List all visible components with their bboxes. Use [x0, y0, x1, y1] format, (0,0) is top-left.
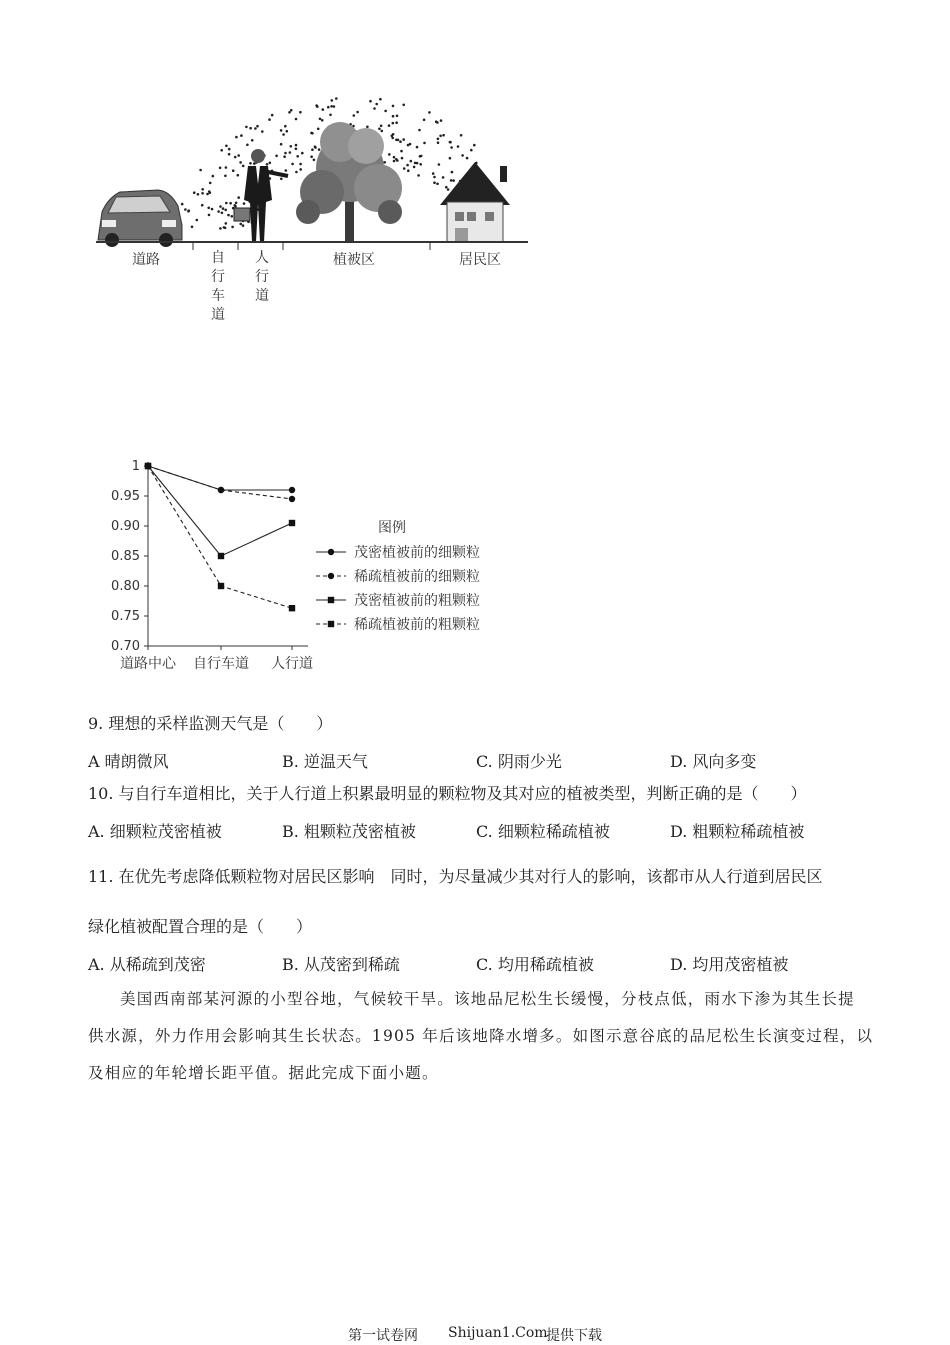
particle-dot [409, 143, 412, 146]
particle-dot [378, 128, 381, 131]
particle-dot [457, 145, 460, 148]
pedestrian-icon [234, 149, 288, 242]
legend-marker [328, 573, 334, 579]
footer-site-name: 第一试卷网 [348, 1328, 418, 1344]
particle-dot [229, 202, 232, 205]
data-point [218, 487, 224, 493]
particle-dot [447, 188, 450, 191]
particle-dot [331, 99, 334, 102]
data-point [289, 605, 295, 611]
particle-dot [237, 174, 240, 177]
particle-dot [235, 202, 238, 205]
x-tick-label: 人行道 [271, 656, 313, 672]
y-tick-label: 0.85 [111, 549, 140, 564]
particle-dot [286, 130, 289, 133]
particle-dot [242, 224, 245, 227]
question-11-option-d[interactable]: D. 均用茂密植被 [670, 955, 789, 974]
x-tick-label: 自行车道 [193, 656, 249, 672]
particle-dot [191, 226, 194, 229]
particle-dot [231, 226, 234, 229]
particle-dot [395, 158, 398, 161]
particle-dot [379, 98, 382, 101]
particle-dot [187, 210, 190, 213]
zone-label-road: 道路 [132, 252, 160, 268]
particle-dot [433, 176, 436, 179]
question-9-option-c[interactable]: C. 阴雨少光 [476, 752, 562, 771]
particle-dot [417, 174, 420, 177]
particle-dot [450, 179, 453, 182]
particle-dot [460, 134, 463, 137]
particle-dot [423, 119, 426, 122]
particle-dot [435, 120, 438, 123]
zone-label-sidewalk: 人 行 道 [255, 250, 269, 304]
particle-dot [356, 111, 359, 114]
zone-label-vegetation: 植被区 [333, 252, 375, 268]
particle-dot [295, 118, 298, 121]
particle-dot [193, 191, 196, 194]
particle-dot [416, 146, 419, 149]
particle-dot [209, 191, 212, 194]
particle-dot [317, 128, 320, 131]
legend-label: 茂密植被前的细颗粒 [354, 545, 480, 561]
particle-dot [234, 156, 237, 159]
y-tick-label: 0.80 [111, 579, 140, 594]
particle-dot [466, 157, 469, 160]
particle-dot [199, 169, 202, 172]
particle-dot [420, 155, 423, 158]
particle-dot [410, 160, 413, 163]
particle-dot [315, 104, 318, 107]
particle-dot [280, 143, 283, 146]
particle-dot [280, 129, 283, 132]
question-10-option-d[interactable]: D. 粗颗粒稀疏植被 [670, 822, 805, 841]
zone-label-residential: 居民区 [459, 252, 501, 268]
particle-dot [291, 163, 294, 166]
question-9-option-a[interactable]: A 晴朗微风 [88, 752, 169, 771]
particle-dot [256, 125, 259, 128]
particle-dot [249, 162, 252, 165]
illustration-graphic [90, 80, 540, 325]
particle-dot [219, 227, 222, 230]
particle-dot [461, 154, 464, 157]
particle-dot [283, 155, 286, 158]
particle-dot [423, 142, 426, 145]
particle-dot [373, 107, 376, 110]
particle-dot [234, 205, 237, 208]
particle-dot [380, 125, 383, 128]
particle-dot [392, 133, 395, 136]
particle-dot [232, 169, 235, 172]
particle-dot [225, 145, 228, 148]
particle-dot [311, 132, 314, 135]
particle-dot [224, 209, 227, 212]
particle-dot [402, 138, 405, 141]
particle-dot [451, 171, 454, 174]
series-line [148, 466, 292, 499]
particle-dot [221, 212, 224, 215]
particle-dot [288, 111, 291, 114]
passage-line-1: 美国西南部某河源的小型谷地，气候较干旱。该地品尼松生长缓慢，分枝点低，雨水下渗为其生长提 [120, 990, 855, 1008]
footer-note: 提供下载 [546, 1328, 602, 1344]
particle-dot [401, 157, 404, 160]
particle-dot [299, 111, 302, 114]
particle-dot [442, 176, 445, 179]
particle-dot [231, 215, 234, 218]
zone-label-bike-lane: 自 行 车 道 [211, 250, 225, 323]
particle-dot [224, 175, 227, 178]
particle-dot [224, 227, 227, 230]
particle-dot [219, 167, 222, 170]
particle-dot [388, 153, 391, 156]
particle-dot [433, 181, 436, 184]
question-11-option-b[interactable]: B. 从茂密到稀疏 [282, 955, 400, 974]
data-point [289, 496, 295, 502]
particle-dot [321, 119, 324, 122]
particle-dot [329, 114, 332, 117]
particle-dot [383, 161, 386, 164]
particle-dot [392, 105, 395, 108]
y-tick-label: 0.75 [111, 609, 140, 624]
particle-dot [407, 169, 410, 172]
particle-dot [222, 207, 225, 210]
particle-dot [225, 202, 228, 205]
particle-dot [402, 104, 405, 107]
particle-dot [225, 166, 228, 169]
particle-dot [181, 203, 184, 206]
particle-dot [381, 130, 384, 133]
particle-dot [289, 151, 292, 154]
particle-dot [206, 193, 209, 196]
legend-title: 图例 [378, 520, 406, 536]
particle-dot [237, 154, 240, 157]
question-10-option-a[interactable]: A. 细颗粒茂密植被 [88, 822, 222, 841]
particle-dot [220, 149, 223, 152]
particle-dot [228, 153, 231, 156]
data-point [218, 583, 224, 589]
particle-dot [295, 171, 298, 174]
particle-dot [353, 114, 356, 117]
data-point [218, 553, 224, 559]
particle-dot [375, 103, 378, 106]
particle-dot [428, 111, 431, 114]
particle-dot [399, 140, 402, 143]
particle-dot [266, 163, 269, 166]
question-11-option-c[interactable]: C. 均用稀疏植被 [476, 955, 594, 974]
particle-dot [217, 210, 220, 213]
particle-dot [261, 130, 264, 133]
particle-dot [449, 157, 452, 160]
particle-dot [201, 204, 204, 207]
particle-dot [227, 214, 230, 217]
particle-dot [282, 133, 285, 136]
particle-dot [284, 152, 287, 155]
particle-dot [201, 192, 204, 195]
particle-dot [207, 207, 210, 210]
particle-dot [245, 126, 248, 129]
particle-dot [284, 125, 287, 128]
particle-dot [406, 164, 409, 167]
particle-dot [239, 223, 242, 226]
particle-dot [249, 127, 252, 130]
car-icon [98, 190, 182, 247]
particle-dot [400, 150, 403, 153]
particle-dot [437, 141, 440, 144]
particle-dot [437, 138, 440, 141]
particle-dot [242, 165, 245, 168]
particle-dot [449, 141, 452, 144]
y-tick-label: 0.90 [111, 519, 140, 534]
particle-dot [395, 121, 398, 124]
particle-dot [212, 175, 215, 178]
question-10-stem: 10. 与自行车道相比，关于人行道上积累最明显的颗粒物及其对应的植被类型，判断正确的是（ ） [88, 784, 807, 803]
particle-dot [310, 155, 313, 158]
particle-dot [319, 118, 322, 121]
particle-dot [211, 208, 214, 211]
footer-domain[interactable]: Shijuan1.Com [448, 1325, 548, 1341]
particle-dot [208, 214, 211, 217]
particle-dot [268, 118, 271, 121]
x-tick-label: 道路中心 [120, 656, 176, 672]
data-point [145, 463, 151, 469]
particle-ratio-chart [80, 450, 600, 680]
particle-dot [335, 97, 338, 100]
particle-dot [184, 208, 187, 211]
particle-dot [299, 168, 302, 171]
particle-dot [439, 135, 442, 138]
particle-dot [271, 114, 274, 117]
particle-dot [419, 163, 422, 166]
particle-dot [295, 148, 298, 151]
legend-label: 稀疏植被前的粗颗粒 [354, 617, 480, 633]
particle-dot [251, 139, 254, 142]
particle-dot [311, 148, 314, 151]
legend-label: 茂密植被前的粗颗粒 [354, 593, 480, 609]
particle-dot [209, 182, 212, 185]
particle-dot [396, 115, 399, 118]
particle-dot [240, 134, 243, 137]
question-11-option-a[interactable]: A. 从稀疏到茂密 [88, 955, 206, 974]
particle-dot [473, 144, 476, 147]
particle-dot [440, 119, 443, 122]
passage-line-3: 及相应的年轮增长距平值。据此完成下面小题。 [88, 1064, 439, 1082]
particle-dot [393, 156, 396, 159]
particle-dot [416, 162, 419, 165]
passage-line-2: 供水源，外力作用会影响其生长状态。1905 年后该地降水增多。如图示意谷底的品尼松生长演变过程，以 [88, 1027, 874, 1045]
house-icon [440, 162, 510, 242]
roadside-illustration [90, 80, 540, 325]
question-10-option-b[interactable]: B. 粗颗粒茂密植被 [282, 822, 416, 841]
particle-dot [388, 124, 391, 127]
particle-dot [413, 166, 416, 169]
tree-icon [296, 122, 402, 242]
y-tick-label: 0.95 [111, 489, 140, 504]
particle-dot [280, 178, 283, 181]
particle-dot [285, 169, 288, 172]
particle-dot [392, 115, 395, 118]
particle-dot [196, 219, 199, 222]
data-point [289, 520, 295, 526]
particle-dot [299, 163, 302, 166]
particle-dot [393, 160, 396, 163]
particle-dot [228, 148, 231, 151]
particle-dot [290, 109, 293, 112]
particle-dot [301, 152, 304, 155]
particle-dot [246, 144, 249, 147]
particle-dot [384, 110, 387, 113]
y-tick-label: 0.70 [111, 639, 140, 654]
legend-marker [328, 549, 334, 555]
particle-dot [314, 146, 317, 149]
particle-dot [450, 146, 453, 149]
particle-dot [445, 186, 448, 189]
particle-dot [253, 162, 256, 165]
particle-dot [395, 139, 398, 142]
particle-dot [322, 108, 325, 111]
particle-dot [235, 136, 238, 139]
legend-label: 稀疏植被前的细颗粒 [354, 569, 480, 585]
particle-dot [392, 122, 395, 125]
particle-dot [269, 162, 272, 165]
particle-dot [403, 167, 406, 170]
particle-dot [369, 100, 372, 103]
question-11-stem-line2: 绿化植被配置合理的是（ ） [88, 917, 313, 936]
particle-dot [418, 129, 421, 132]
question-9-stem: 9. 理想的采样监测天气是（ ） [88, 714, 333, 733]
particle-dot [201, 188, 204, 191]
particle-dot [296, 155, 299, 158]
particle-dot [295, 144, 298, 147]
question-9-option-d[interactable]: D. 风向多变 [670, 752, 757, 771]
particle-dot [318, 148, 321, 151]
series-line [148, 466, 292, 490]
particle-dot [237, 196, 240, 199]
particle-dot [219, 205, 222, 208]
particle-dot [333, 105, 336, 108]
particle-dot [225, 222, 228, 225]
question-10-option-c[interactable]: C. 细颗粒稀疏植被 [476, 822, 610, 841]
particle-dot [197, 193, 200, 196]
particle-dot [239, 161, 242, 164]
particle-dot [290, 145, 293, 148]
particle-dot [438, 163, 441, 166]
particle-dot [254, 127, 257, 130]
legend-marker [328, 597, 334, 603]
series-line [148, 466, 292, 556]
y-tick-label: 1 [131, 459, 140, 474]
particle-dot [313, 159, 316, 162]
data-point [289, 487, 295, 493]
question-9-option-b[interactable]: B. 逆温天气 [282, 752, 368, 771]
particle-dot [327, 106, 330, 109]
particle-dot [470, 149, 473, 152]
legend-marker [328, 621, 334, 627]
particle-dot [366, 126, 369, 129]
particle-dot [442, 134, 445, 137]
particle-dot [432, 172, 435, 175]
particle-dot [275, 155, 278, 158]
particle-dot [330, 105, 333, 108]
question-11-stem-line1: 11. 在优先考虑降低颗粒物对居民区影响 同时，为尽量减少其对行人的影响，该都市从人行道到居民区 [88, 867, 823, 886]
particle-dot [452, 179, 455, 182]
particle-dot [243, 202, 246, 205]
particle-dot [436, 183, 439, 186]
